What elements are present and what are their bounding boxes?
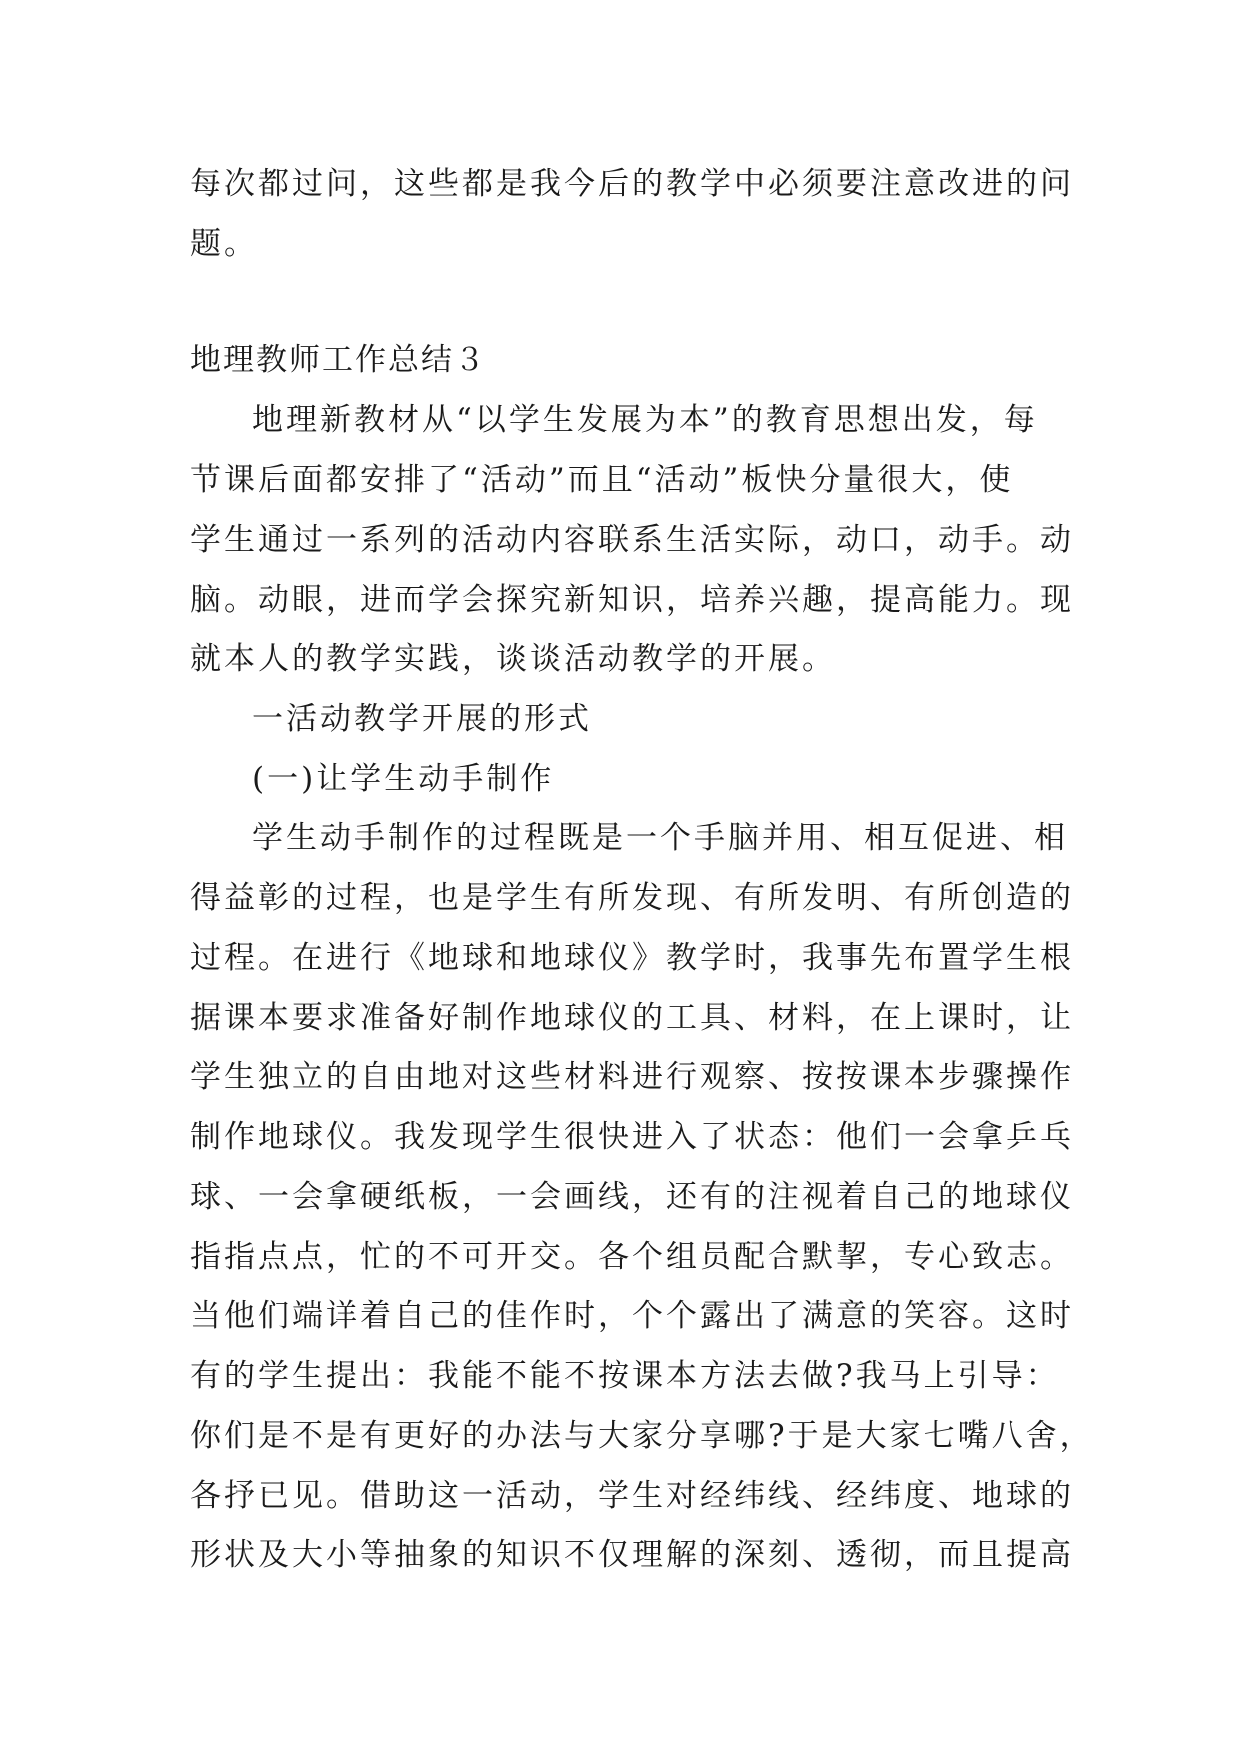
paragraph2-line-5: 学生独立的自由地对这些材料进行观察、按按课本步骤操作 <box>190 1059 1074 1095</box>
intro-line-2: 题。 <box>190 226 258 262</box>
paragraph1-line-3: 学生通过一系列的活动内容联系生活实际，动口，动手。动 <box>190 522 1074 558</box>
paragraph2-line-6: 制作地球仪。我发现学生很快进入了状态：他们一会拿乒乓 <box>190 1119 1074 1155</box>
paragraph2-line-10: 有的学生提出：我能不能不按课本方法去做?我马上引导： <box>190 1358 1060 1394</box>
paragraph2-line-3: 过程。在进行《地球和地球仪》教学时，我事先布置学生根 <box>190 940 1074 976</box>
paragraph1-line-1: 地理新教材从“以学生发展为本”的教育思想出发，每 <box>252 402 1038 438</box>
subheading-2: (一)让学生动手制作 <box>252 761 555 797</box>
paragraph2-line-11: 你们是不是有更好的办法与大家分享哪?于是大家七嘴八舍， <box>190 1418 1094 1454</box>
paragraph1-line-2: 节课后面都安排了“活动”而且“活动”板快分量很大，使 <box>190 462 1014 498</box>
paragraph2-line-7: 球、一会拿硬纸板，一会画线，还有的注视着自己的地球仪 <box>190 1179 1074 1215</box>
paragraph2-line-8: 指指点点，忙的不可开交。各个组员配合默挈，专心致志。 <box>190 1239 1074 1275</box>
subheading-1: 一活动教学开展的形式 <box>252 701 592 737</box>
paragraph2-line-1: 学生动手制作的过程既是一个手脑并用、相互促进、相 <box>252 820 1068 856</box>
section-title: 地理教师工作总结３ <box>190 342 487 378</box>
paragraph2-line-9: 当他们端详着自己的佳作时，个个露出了满意的笑容。这时 <box>190 1298 1074 1334</box>
intro-line-1: 每次都过问，这些都是我今后的教学中必须要注意改进的问 <box>190 166 1074 202</box>
paragraph1-line-4: 脑。动眼，进而学会探究新知识，培养兴趣，提高能力。现 <box>190 582 1074 618</box>
paragraph2-line-13: 形状及大小等抽象的知识不仅理解的深刻、透彻，而且提高 <box>190 1537 1074 1573</box>
paragraph2-line-12: 各抒已见。借助这一活动，学生对经纬线、经纬度、地球的 <box>190 1478 1074 1514</box>
paragraph2-line-4: 据课本要求准备好制作地球仪的工具、材料，在上课时，让 <box>190 1000 1074 1036</box>
paragraph1-line-5: 就本人的教学实践，谈谈活动教学的开展。 <box>190 641 836 677</box>
paragraph2-line-2: 得益彰的过程，也是学生有所发现、有所发明、有所创造的 <box>190 880 1074 916</box>
